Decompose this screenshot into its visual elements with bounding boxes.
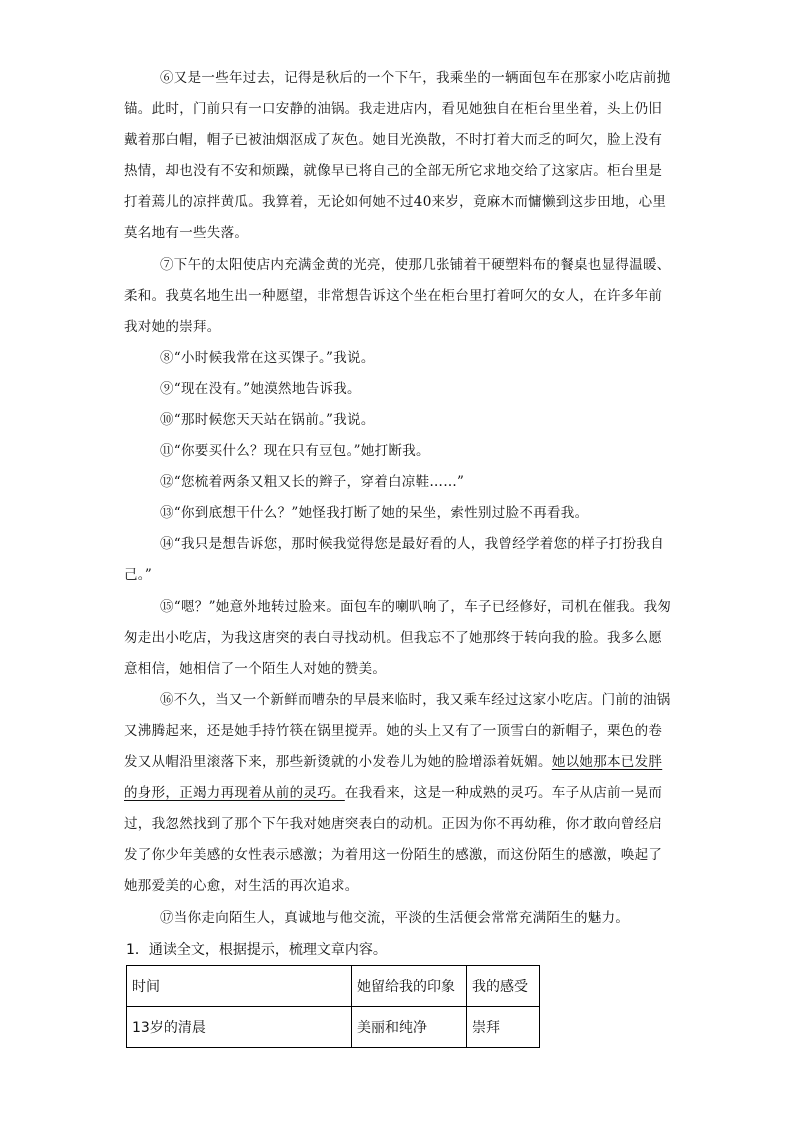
paragraph-16-part-a: ⑯不久，当又一个新鲜而嘈杂的早晨来临时，我又乘车经过这家小吃店。门前的油锅又沸腾起来，还是她手持竹筷在锅里搅弄。她的头上又有了一顶雪白的新帽子，栗色的卷发又从帽沿里滚落下来，那些新烫就的小发卷儿为她的脸增添着妩媚。 — [124, 692, 671, 770]
table-row — [127, 1007, 540, 1048]
answer-table — [126, 965, 540, 1048]
table-cell: 崇拜 — [467, 1007, 540, 1048]
paragraph-16-part-b: 在我看来，这是一种成熟的灵巧。车子从店前一晃而过，我忽然找到了那个下午我对她唐突表白的动机。正因为你不再幼稚，你才敢向曾经启发了你少年美感的女性表示感激；为着用这一份陌生的感激，而这份陌生的感激，唤起了她那爱美的心愈，对生活的再次追求。 — [124, 785, 663, 894]
table-header-row — [127, 966, 540, 1007]
paragraph-7: ⑦下午的太阳使店内充满金黄的光亮，使那几张铺着干硬塑料布的餐桌也显得温暖、柔和。我莫名地生出一种愿望，非常想告诉这个坐在柜台里打着呵欠的女人，在许多年前我对她的崇拜。 — [124, 257, 671, 335]
paragraph-16 — [124, 685, 672, 902]
paragraph-15: ⑮“嗯？”她意外地转过脸来。面包车的喇叭响了，车子已经修好，司机在催我。我匆匆走出小吃店，为我这唐突的表白寻找动机。但我忘不了她那终于转向我的脸。我多么愿意相信，她相信了一个陌生人对她的赞美。 — [124, 599, 672, 677]
table-cell: 美丽和纯净 — [352, 1007, 467, 1048]
paragraph-6: ⑥又是一些年过去，记得是秋后的一个下午，我乘坐的一辆面包车在那家小吃店前抛锚。此时，门前只有一口安静的油锅。我走进店内，看见她独自在柜台里坐着，头上仍旧戴着那白帽，帽子已被油烟沤成了灰色。她目光涣散，不时打着大而乏的呵欠，脸上没有热情，却也没有不安和烦躁，就像早已将自己的全部无所它求地交给了这家店。柜台里是打着蔫儿的凉拌黄瓜。我算着，无论如何她不过40来岁，竟麻木而慵懒到这步田地，心里莫名地有一些失落。 — [124, 70, 671, 241]
paragraph-9: ⑨“现在没有。”她漠然地告诉我。 — [160, 381, 361, 397]
table-cell: 13岁的清晨 — [127, 1007, 352, 1048]
underlined-sentence: 她以她那本已发胖的身形，正竭力再现着从前的灵巧。 — [124, 754, 663, 801]
paragraph-8: ⑧“小时候我常在这买馃子。”我说。 — [160, 350, 375, 366]
paragraph-12: ⑫“您梳着两条又粗又长的辫子，穿着白凉鞋……” — [160, 474, 465, 490]
table-header-cell: 时间 — [127, 966, 352, 1007]
paragraph-10: ⑩“那时候您天天站在锅前。”我说。 — [160, 412, 375, 428]
question-1: 1．通读全文，根据提示，梳理文章内容。 — [126, 942, 387, 958]
table-header-cell: 我的感受 — [467, 966, 540, 1007]
paragraph-13: ⑬“你到底想干什么？”她怪我打断了她的呆坐，索性别过脸不再看我。 — [160, 505, 589, 521]
paragraph-17: ⑰当你走向陌生人，真诚地与他交流，平淡的生活便会常常充满陌生的魅力。 — [160, 910, 630, 926]
table-header-cell: 她留给我的印象 — [352, 966, 467, 1007]
paragraph-14: ⑭“我只是想告诉您，那时候我觉得您是最好看的人，我曾经学着您的样子打扮我自己。” — [124, 536, 665, 583]
paragraph-11: ⑪“你要买什么？现在只有豆包。”她打断我。 — [160, 443, 430, 459]
